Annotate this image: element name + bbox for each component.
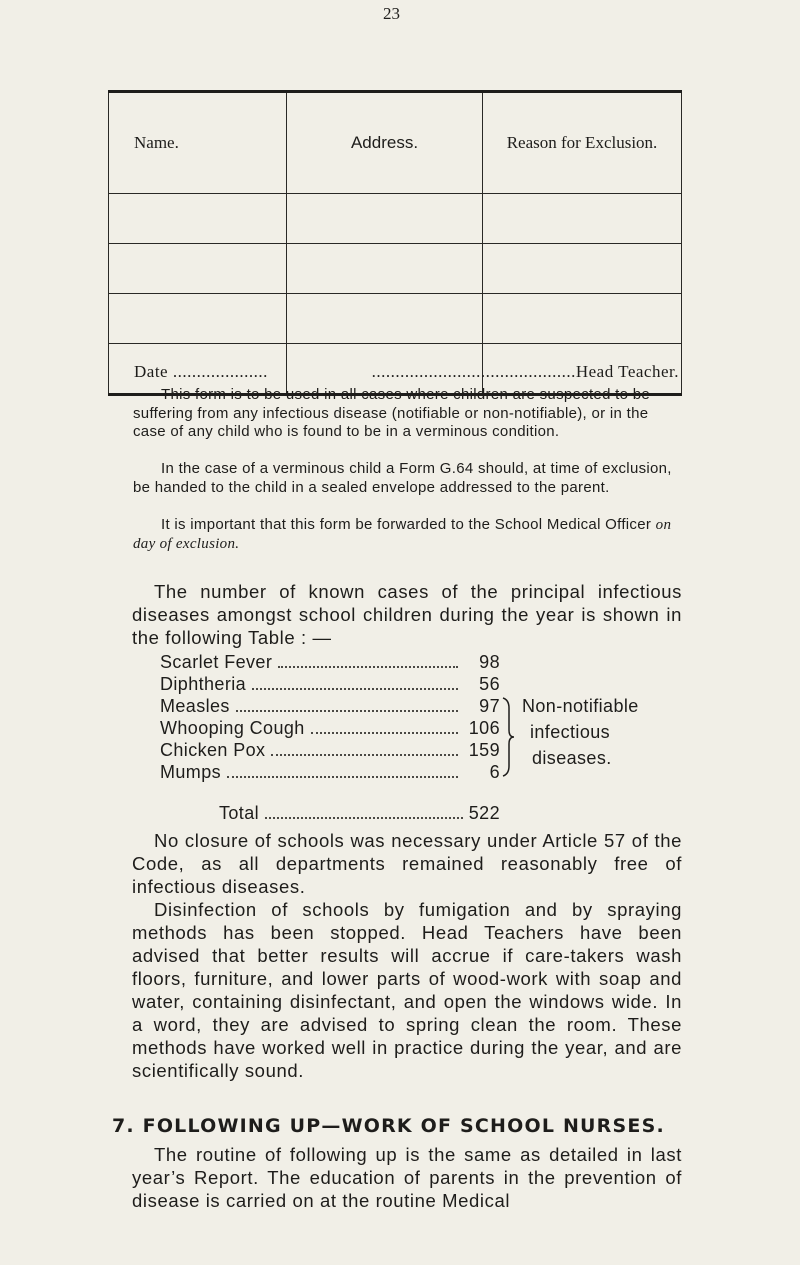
table-row bbox=[109, 244, 682, 294]
table-row bbox=[109, 294, 682, 344]
brace-label-line-3: diseases. bbox=[532, 748, 612, 768]
header-reason: Reason for Exclusion. bbox=[483, 92, 682, 194]
disease-row bbox=[160, 652, 500, 674]
instruction-paragraph-2 bbox=[133, 460, 681, 497]
date-label: Date .................... bbox=[134, 362, 268, 381]
table-cell bbox=[483, 294, 682, 344]
page-number: 23 bbox=[383, 4, 400, 23]
disease-name: Scarlet Fever bbox=[160, 652, 273, 672]
header-address: Address. bbox=[287, 92, 483, 194]
leader-dots bbox=[227, 776, 458, 778]
head-teacher-label: ...........................................Head Teacher. bbox=[371, 362, 679, 381]
disease-count: 56 bbox=[479, 674, 500, 694]
table-cell bbox=[287, 294, 483, 344]
table-cell bbox=[109, 294, 287, 344]
table-cell bbox=[483, 194, 682, 244]
brace-label-line-1: Non-notifiable bbox=[522, 696, 639, 716]
disease-row bbox=[160, 740, 500, 762]
instruction-paragraph-3 bbox=[133, 516, 681, 553]
header-name: Name. bbox=[109, 92, 287, 194]
table-cell bbox=[109, 244, 287, 294]
body-paragraph-2 bbox=[132, 898, 682, 1082]
signature-line bbox=[134, 362, 679, 382]
disease-row bbox=[160, 696, 500, 718]
section-heading: 7. FOLLOWING UP—WORK OF SCHOOL NURSES. bbox=[112, 1115, 665, 1137]
disease-count: 97 bbox=[479, 696, 500, 716]
body-text-1: No closure of schools was necessary under Article 57 of the Code, as all departments remained reasonably free of infectious diseases. bbox=[132, 830, 682, 897]
intro-text: The number of known cases of the principal infectious diseases amongst school children during the year is shown in the following Table : — bbox=[132, 581, 682, 648]
instruction-paragraph-1 bbox=[133, 386, 681, 442]
leader-dots bbox=[236, 710, 458, 712]
disease-count: 98 bbox=[479, 652, 500, 672]
total-label: Total bbox=[219, 803, 260, 823]
exclusion-form-table bbox=[108, 90, 682, 396]
body-text-2: Disinfection of schools by fumigation and by spraying methods has been stopped. Head Teachers have been advised that better results will accrue if care-takers wash floors, furniture, and lower parts of wood-work with soap and water, containing disinfectant, and open the windows wide. In a word, they are advised to spring clean the room. These methods have worked well in practice during the year, and are scientifically sound. bbox=[132, 899, 682, 1081]
total-value: 522 bbox=[468, 803, 500, 823]
disease-count: 106 bbox=[468, 718, 500, 738]
table-cell bbox=[287, 194, 483, 244]
instruction-text-3: It is important that this form be forwarded to the School Medical Officer bbox=[161, 516, 656, 533]
disease-row bbox=[160, 674, 500, 696]
leader-dots bbox=[311, 732, 458, 734]
table-row bbox=[109, 194, 682, 244]
instruction-text-1: This form is to be used in all cases where children are suspected to be suffering from any infectious disease (notifiable or non-notifiable), or in the case of any child who is found to be in a verminous condition. bbox=[133, 386, 651, 440]
disease-row bbox=[160, 718, 500, 740]
leader-dots bbox=[278, 666, 458, 668]
instruction-text-2: In the case of a verminous child a Form G.64 should, at time of exclusion, be handed to the child in a sealed envelope addressed to the parent. bbox=[133, 460, 672, 496]
section-text: The routine of following up is the same as detailed in last year’s Report. The education of parents in the prevention of disease is carried on at the routine Medical bbox=[132, 1144, 682, 1211]
leader-dots bbox=[265, 817, 463, 819]
intro-paragraph bbox=[132, 580, 682, 649]
table-header-row bbox=[109, 92, 682, 194]
section-paragraph bbox=[132, 1143, 682, 1212]
body-paragraph-1 bbox=[132, 829, 682, 898]
disease-name: Whooping Cough bbox=[160, 718, 305, 738]
brace-label-line-2: infectious bbox=[530, 722, 611, 742]
curly-brace-icon bbox=[501, 696, 515, 778]
disease-name: Chicken Pox bbox=[160, 740, 266, 760]
instruction-emphasis: on day of exclusion. bbox=[133, 517, 672, 552]
disease-count: 6 bbox=[489, 762, 500, 782]
disease-count: 159 bbox=[468, 740, 500, 760]
total-row bbox=[219, 803, 500, 824]
table-cell bbox=[109, 194, 287, 244]
table-cell bbox=[287, 244, 483, 294]
disease-name: Diphtheria bbox=[160, 674, 247, 694]
leader-dots bbox=[271, 754, 458, 756]
disease-name: Mumps bbox=[160, 762, 222, 782]
table-cell bbox=[483, 244, 682, 294]
leader-dots bbox=[252, 688, 458, 690]
disease-name: Measles bbox=[160, 696, 230, 716]
disease-row bbox=[160, 762, 500, 784]
